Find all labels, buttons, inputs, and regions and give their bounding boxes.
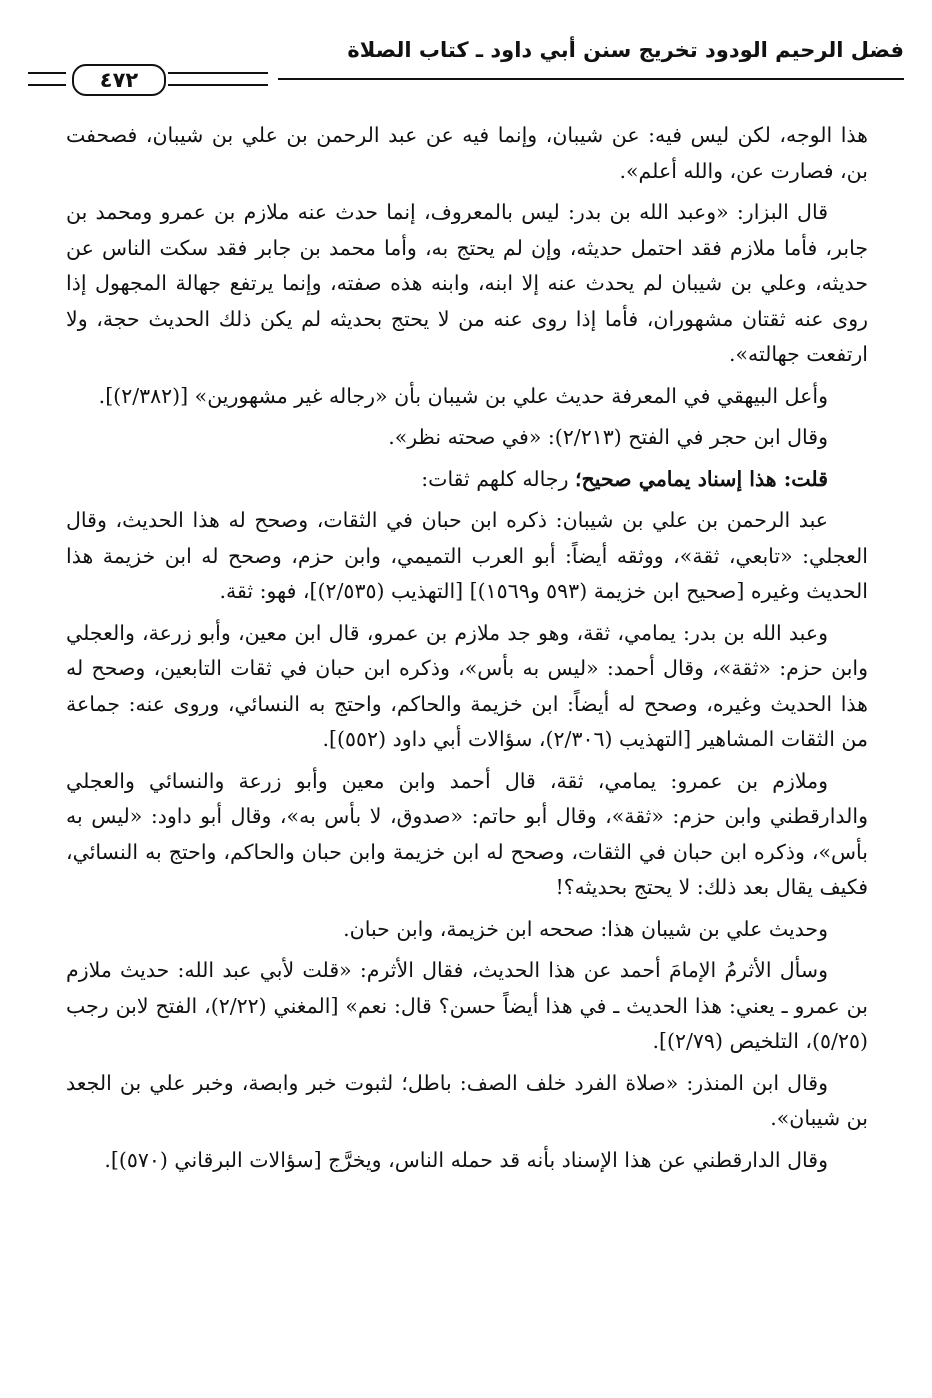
header-rule: [278, 78, 904, 80]
paragraph-11: وقال ابن المنذر: «صلاة الفرد خلف الصف: باطل؛ لثبوت خبر وابصة، وخبر علي بن الجعد بن شيبان».: [66, 1070, 868, 1130]
paragraph-12: وقال الدارقطني عن هذا الإسناد بأنه قد حمله الناس، ويخرَّج [سؤالات البرقاني (٥٧٠)].: [104, 1147, 828, 1172]
main-text: [66, 118, 868, 1184]
double-rule-right: [168, 72, 268, 86]
paragraph-3: وأعل البيهقي في المعرفة حديث علي بن شيبان بأن «رجاله غير مشهورين» [(٢/٣٨٢)].: [98, 383, 828, 408]
paragraph-7: وعبد الله بن بدر: يمامي، ثقة، وهو جد ملازم بن عمرو، قال ابن معين، وأبو زرعة، والعجلي وابن حزم: «ثقة»، وقال أحمد: «ليس به بأس»، وذكره ابن حبان في ثقات التابعين، وصحح له هذا الحديث وغيره، وصحح له أيضاً: ابن خزيمة والحاكم، واحتج به النسائي، وروى عنه: جماعة من الثقات المشاهير [التهذيب (٢/٣٠٦)، سؤالات أبي داود (٥٥٢)].: [66, 620, 868, 751]
paragraph-6: عبد الرحمن بن علي بن شيبان: ذكره ابن حبان في الثقات، وصحح له هذا الحديث، وقال العجلي: «تابعي، ثقة»، ووثقه أيضاً: أبو العرب التميمي، وابن حزم، وصحح له ابن خزيمة هذا الحديث وغيره [صحيح ابن خزيمة (٥٩٣ و١٥٦٩)] [التهذيب (٢/٥٣٥)]، فهو: ثقة.: [66, 508, 868, 603]
paragraph-8: وملازم بن عمرو: يمامي، ثقة، قال أحمد وابن معين وأبو زرعة والنسائي والعجلي والدارقطني وابن حزم: «ثقة»، وقال أبو حاتم: «صدوق، لا بأس به»، وقال أبو داود: «ليس به بأس»، وذكره ابن حبان في الثقات، وصحح له ابن خزيمة وابن حبان والحاكم، واحتج به النسائي، فكيف يقال بعد ذلك: لا يحتج بحديثه؟!: [66, 768, 868, 899]
verdict-lead: قلت: هذا إسناد يمامي صحيح؛: [575, 466, 828, 491]
paragraph-2: قال البزار: «وعبد الله بن بدر: ليس بالمعروف، إنما حدث عنه ملازم بن عمرو ومحمد بن جابر، فأما ملازم فقد احتمل حديثه، وإن لم يحتج به، وأما محمد بن جابر فقد سكت الناس عن حديثه، وعلي بن شيبان لم يحدث عنه إلا ابنه، وابنه هذه صفته، وإنما يرتفع جهالة المجهول إذا روى عنه ثقتان مشهوران، فأما إذا روى عنه من لا يحتج بحديثه لم يكن ذلك الحديث حجة، ولا ارتفعت جهالته».: [66, 200, 868, 366]
paragraph-9: وحديث علي بن شيبان هذا: صححه ابن خزيمة، وابن حبان.: [343, 916, 828, 941]
paragraph-10: وسأل الأثرمُ الإمامَ أحمد عن هذا الحديث، فقال الأثرم: «قلت لأبي عبد الله: حديث ملازم بن عمرو ـ يعني: هذا الحديث ـ في هذا أيضاً حسن؟ قال: نعم» [المغني (٢/٢٢)، الفتح لابن رجب (٥/٢٥)، التلخيص (٢/٧٩)].: [66, 958, 868, 1053]
running-title: فضل الرحيم الودود تخريج سنن أبي داود ـ كتاب الصلاة: [347, 38, 904, 62]
paragraph-1: هذا الوجه، لكن ليس فيه: عن شيبان، وإنما فيه عن عبد الرحمن بن علي بن شيبان، فصحفت بن، فصارت عن، والله أعلم».: [66, 123, 868, 183]
page-number: ٤٧٢: [72, 64, 166, 96]
page-header: [28, 28, 904, 98]
verdict-rest: رجاله كلهم ثقات:: [421, 466, 576, 491]
page-number-frame: [28, 64, 268, 94]
double-rule-left: [28, 72, 66, 86]
paragraph-4: وقال ابن حجر في الفتح (٢/٢١٣): «في صحته نظر».: [388, 425, 828, 449]
paragraph-5: [66, 462, 868, 498]
